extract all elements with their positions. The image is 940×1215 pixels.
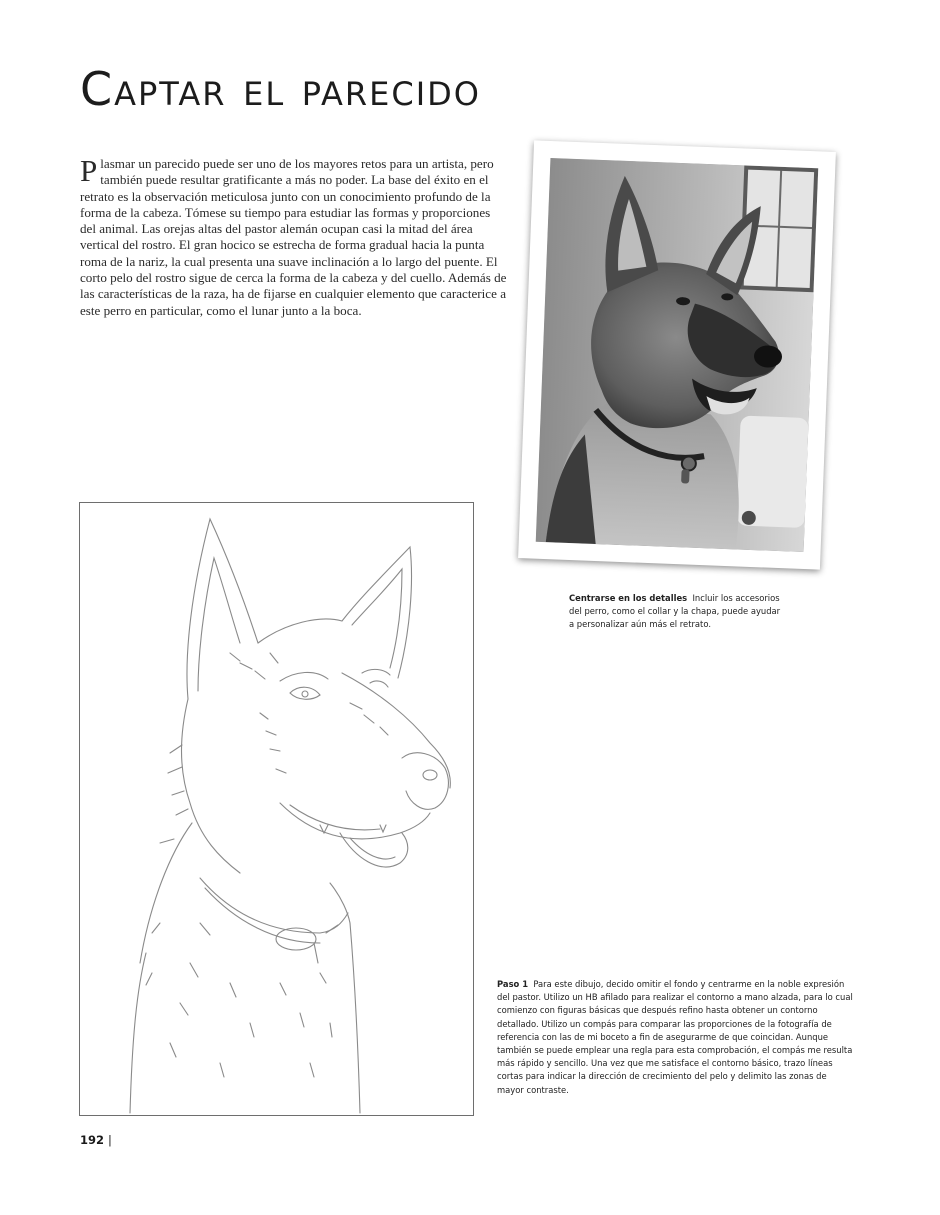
intro-paragraph	[80, 153, 508, 319]
page-number	[80, 1133, 112, 1147]
drop-cap: P	[80, 153, 98, 188]
photo-caption-label: Centrarse en los detalles	[569, 593, 688, 603]
step1-caption	[497, 978, 853, 1097]
reference-photo-card	[518, 140, 836, 569]
step1-caption-text: Para este dibujo, decido omitir el fondo y centrarme en la noble expresión del pastor. Utilizo un HB afilado para realizar el contorno a mano alzada, para lo cual comienzo con figuras básicas que después refino hasta obtener un contorno detallado. Utilizo un compás para comparar las proporciones de la fotografía de referencia con las de mi boceto a fin de asegurarme de que coincidan. Aunque también se puede emplear una regla para esta comprobación, el compás me resulta más rápido y sencillo. Una vez que me satisface el contorno básico, trazo líneas cortas para indicar la dirección de crecimiento del pelo y delimito las zonas de mayor contraste.	[497, 979, 853, 1095]
page-number-separator: |	[108, 1133, 112, 1147]
dog-photo-image	[536, 158, 819, 552]
page-title: Captar el parecido	[80, 62, 481, 116]
photo-caption	[569, 592, 785, 632]
sketch-illustration	[79, 502, 474, 1116]
step1-caption-label: Paso 1	[497, 979, 529, 989]
reference-photo	[536, 158, 819, 552]
page-number-value: 192	[80, 1133, 105, 1147]
intro-text: lasmar un parecido puede ser uno de los mayores retos para un artista, pero también puede resultar gratificante a más no poder. La base del éxito en el retrato es la observación meticulosa junto con un conocimiento profundo de la forma de la cabeza. Tómese su tiempo para estudiar las formas y proporciones del animal. Las orejas altas del pastor alemán ocupan casi la mitad del área vertical del rostro. El gran hocico se estrecha de forma gradual hacia la punta roma de la nariz, la cual presenta una suave inclinación a lo largo del puente. El corto pelo del rostro sigue de cerca la forma de la cabeza y del cuello. Además de las características de la raza, ha de fijarse en cualquier elemento que caracterice a este perro en particular, como el lunar junto a la boca.	[80, 156, 507, 318]
dog-sketch-drawing	[80, 503, 473, 1115]
photo-caption-text: Incluir los accesorios del perro, como el collar y la chapa, puede ayudar a personalizar aún más el retrato.	[569, 593, 781, 630]
